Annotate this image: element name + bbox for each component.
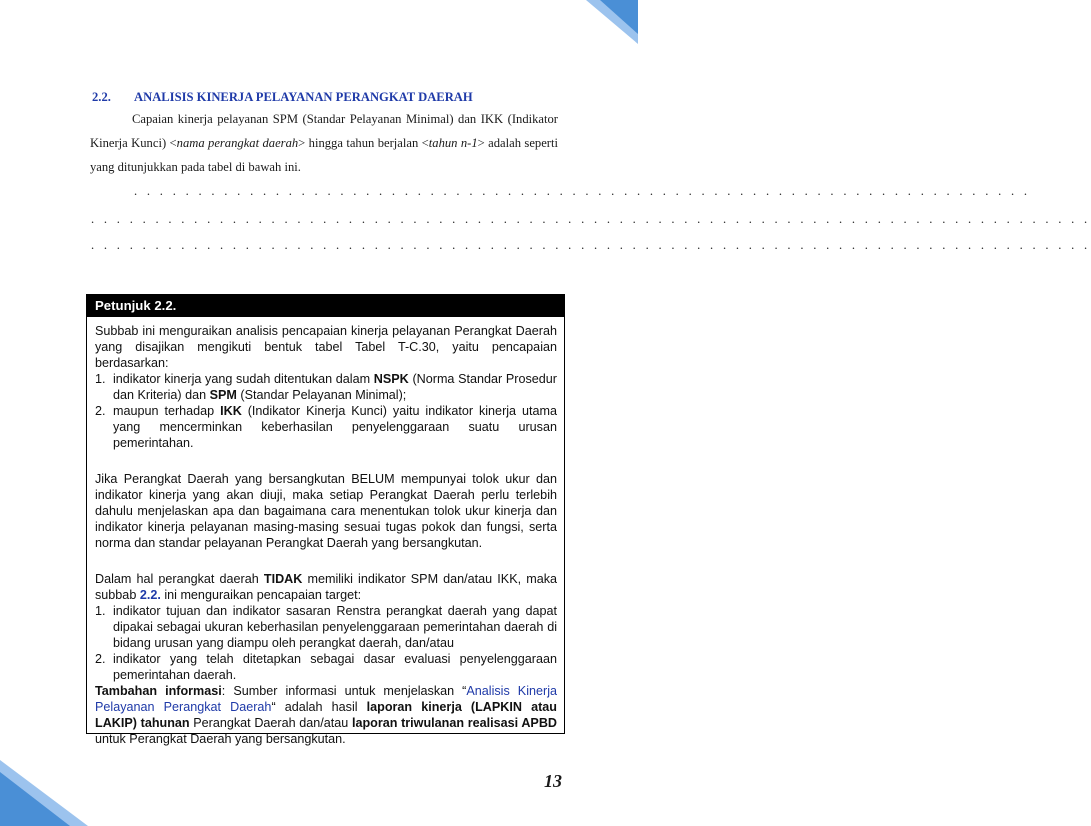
paragraph-text: Perangkat Daerah dan/atau (189, 716, 352, 730)
paragraph-text: untuk Perangkat Daerah yang bersangkutan. (95, 732, 346, 746)
list-number: 1. (95, 604, 106, 618)
criteria-list (95, 371, 557, 451)
bold-term: TIDAK (263, 572, 303, 586)
paragraph-text: ini menguraikan pencapaian target: (160, 588, 362, 602)
guidance-paragraph-3 (95, 571, 557, 603)
paragraph-text: memiliki indikator SPM dan/atau IKK, maka subbab (95, 572, 558, 602)
section-title: ANALISIS KINERJA PELAYANAN PERANGKAT DAERAH (134, 90, 473, 104)
list-item (95, 403, 557, 451)
guidance-paragraph-1: Subbab ini menguraikan analisis pencapaian kinerja pelayanan Perangkat Daerah yang disajikan mengikuti bentuk tabel Tabel T-C.30, yaitu pencapaian berdasarkan: (95, 324, 557, 370)
list-text: (Standar Pelayanan Minimal); (236, 388, 407, 402)
intro-text: Capaian kinerja pelayanan SPM (Standar Pelayanan Minimal) dan IKK (Indikator Kinerja Kunci) < (90, 112, 558, 150)
corner-decoration-top-right (586, 0, 638, 44)
list-item (95, 371, 557, 403)
list-bold-term: IKK (220, 404, 242, 418)
guidance-box-title: Petunjuk 2.2. (87, 295, 564, 317)
intro-text: > adalah seperti yang ditunjukkan pada tabel di bawah ini. (90, 136, 558, 174)
list-text: indikator tujuan dan indikator sasaran Renstra perangkat daerah yang dapat dipakai sebagai ukuran keberhasilan penyelenggaraan pemerintahan daerah di bidang urusan yang diampu oleh perangkat daerah, dan/atau (113, 604, 557, 650)
guidance-box-body (87, 317, 564, 747)
list-text: (Norma Standar Prosedur dan Kriteria) dan (113, 372, 557, 402)
intro-placeholder-unit: nama perangkat daerah (176, 136, 299, 150)
intro-paragraph (90, 107, 558, 179)
guidance-paragraph-2: Jika Perangkat Daerah yang bersangkutan BELUM mempunyai tolok ukur dan indikator kinerja yang akan diuji, maka setiap Perangkat Daerah perlu terlebih dahulu menjelaskan apa dan bagaimana cara menentukan tolok ukur kinerja dan indikator kinerja pelayanan masing-masing sesuai tugas pokok dan fungsi, serta norma dan standar pelayanan Perangkat Daerah yang bersangkutan. (95, 472, 557, 550)
page-number: 13 (544, 771, 562, 791)
quoted-title: Analisis Kinerja Pelayanan Perangkat Daerah (95, 684, 557, 714)
list-bold-term: SPM (209, 388, 237, 402)
intro-text: > hingga tahun berjalan < (298, 136, 429, 150)
paragraph-text: Dalam hal perangkat daerah (95, 572, 264, 586)
list-bold-term: NSPK (373, 372, 409, 386)
target-list (95, 603, 557, 683)
additional-info-label: Tambahan informasi (95, 684, 222, 698)
list-text: maupun terhadap (113, 404, 221, 418)
dotted-line-1: . . . . . . . . . . . . . . . . . . . . . . . . . . . . . . . . . . . . . . . . . . . . . . . . . . . . . . . . . . . . . . . . . . . . . . (134, 184, 1031, 198)
paragraph-text: : Sumber informasi untuk menjelaskan “ (221, 684, 467, 698)
list-number: 1. (95, 372, 106, 386)
corner-decoration-bottom-left (0, 760, 88, 826)
dotted-line-3: . . . . . . . . . . . . . . . . . . . . . . . . . . . . . . . . . . . . . . . . . . . . . . . . . . . . . . . . . . . . . . . . . . . . . . . . . . . . . . (91, 238, 1091, 252)
list-text: (Indikator Kinerja Kunci) yaitu indikator kinerja utama yang mencerminkan keberhasilan penyelenggaraan suatu urusan pemerintahan. (113, 404, 557, 450)
section-heading (92, 90, 473, 105)
list-item (95, 651, 557, 683)
bold-term: laporan kinerja (LAPKIN atau LAKIP) tahunan (95, 700, 557, 730)
list-text: indikator kinerja yang sudah ditentukan dalam (113, 372, 374, 386)
list-item (95, 603, 557, 651)
list-number: 2. (95, 404, 106, 418)
list-number: 2. (95, 652, 106, 666)
section-number: 2.2. (92, 90, 111, 104)
intro-placeholder-year: tahun n-1 (428, 136, 478, 150)
subsection-reference: 2.2. (139, 588, 161, 602)
bold-term: laporan triwulanan realisasi APBD (351, 716, 558, 730)
dotted-line-2: . . . . . . . . . . . . . . . . . . . . . . . . . . . . . . . . . . . . . . . . . . . . . . . . . . . . . . . . . . . . . . . . . . . . . . . . . . . . . . (91, 212, 1091, 226)
additional-information (95, 683, 557, 747)
guidance-box (86, 294, 565, 746)
paragraph-text: “ adalah hasil (271, 700, 367, 714)
list-text: indikator yang telah ditetapkan sebagai dasar evaluasi penyelenggaraan pemerintahan daerah. (113, 652, 557, 682)
